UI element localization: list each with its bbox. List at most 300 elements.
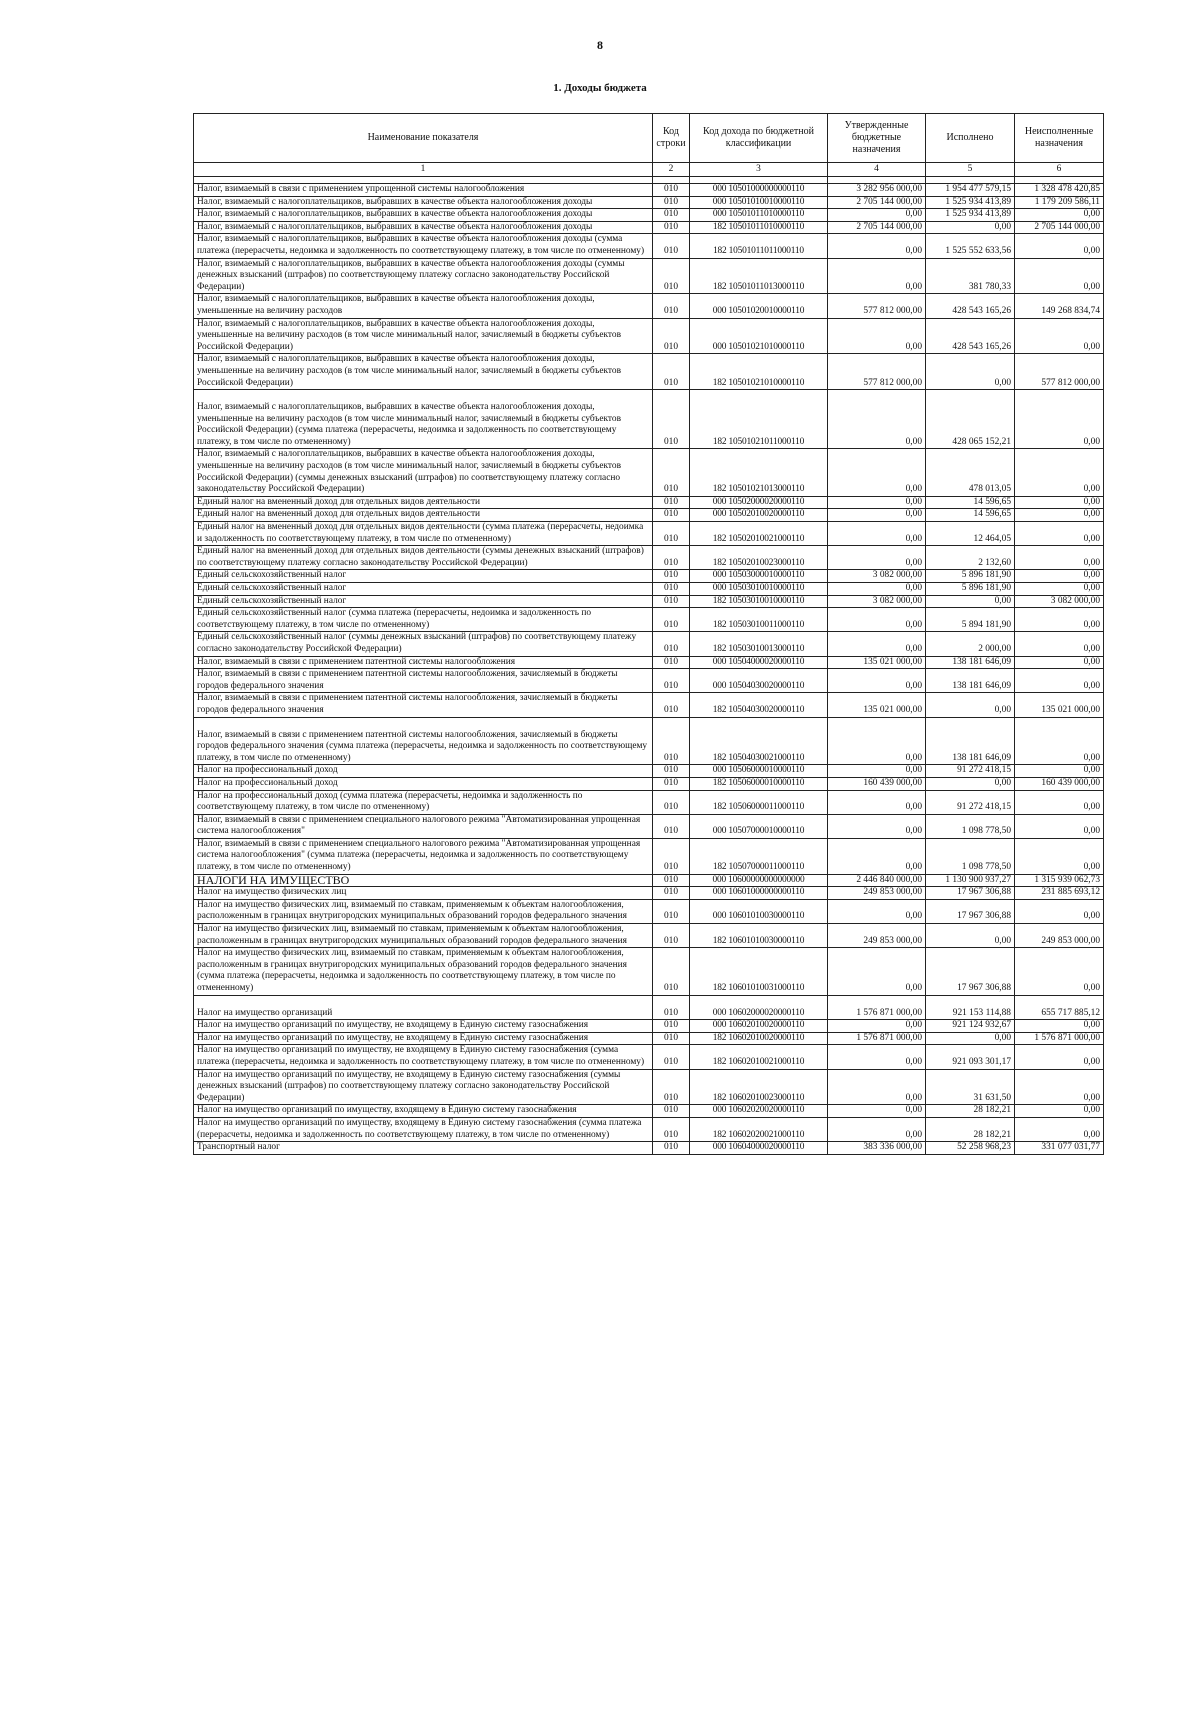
row-name: Единый сельскохозяйственный налог (суммы денежных взысканий (штрафов) по соответствующему платежу согласно законодательству Российской Федерации) (194, 632, 653, 656)
row-approved: 1 576 871 000,00 (828, 995, 926, 1020)
table-row (194, 570, 1104, 583)
row-unexecuted: 0,00 (1015, 583, 1104, 596)
table-row (194, 814, 1104, 838)
row-revenue-code: 182 10501011013000110 (690, 258, 828, 294)
row-revenue-code: 182 10506000011000110 (690, 790, 828, 814)
row-approved: 0,00 (828, 390, 926, 449)
row-revenue-code: 000 10602000020000110 (690, 995, 828, 1020)
row-executed: 5 894 181,90 (926, 608, 1015, 632)
row-name: Транспортный налог (194, 1142, 653, 1155)
header-approved: Утвержденные бюджетные назначения (828, 114, 926, 163)
row-executed: 381 780,33 (926, 258, 1015, 294)
row-line-code: 010 (653, 196, 690, 209)
row-unexecuted: 0,00 (1015, 838, 1104, 874)
row-line-code: 010 (653, 924, 690, 948)
row-revenue-code: 000 10501011010000110 (690, 209, 828, 222)
row-line-code: 010 (653, 765, 690, 778)
row-line-code: 010 (653, 777, 690, 790)
section-title: 1. Доходы бюджета (553, 82, 647, 94)
row-unexecuted: 1 315 939 062,73 (1015, 874, 1104, 887)
row-name: Единый сельскохозяйственный налог (сумма платежа (перерасчеты, недоимка и задолженность по соответствующему платежу, в том числе по отмененному) (194, 608, 653, 632)
row-approved: 0,00 (828, 318, 926, 354)
row-executed: 0,00 (926, 221, 1015, 234)
row-unexecuted: 149 268 834,74 (1015, 294, 1104, 318)
row-line-code: 010 (653, 221, 690, 234)
row-revenue-code: 000 10601000000000110 (690, 887, 828, 900)
row-unexecuted: 0,00 (1015, 318, 1104, 354)
row-unexecuted: 160 439 000,00 (1015, 777, 1104, 790)
row-name: Налог на имущество физических лиц (194, 887, 653, 900)
row-unexecuted: 1 179 209 586,11 (1015, 196, 1104, 209)
table-row (194, 496, 1104, 509)
row-revenue-code: 182 10504030021000110 (690, 717, 828, 765)
row-approved: 0,00 (828, 608, 926, 632)
row-revenue-code: 182 10602010023000110 (690, 1069, 828, 1105)
row-line-code: 010 (653, 570, 690, 583)
row-revenue-code: 182 10504030020000110 (690, 693, 828, 717)
row-revenue-code: 182 10502010021000110 (690, 522, 828, 546)
row-name: Налог на имущество физических лиц, взимаемый по ставкам, применяемым к объектам налогообложения, расположенным в границах внутригородских муниципальных образований городов федерального значения (194, 924, 653, 948)
row-line-code: 010 (653, 838, 690, 874)
row-line-code: 010 (653, 294, 690, 318)
row-executed: 14 596,65 (926, 496, 1015, 509)
table-row (194, 221, 1104, 234)
row-unexecuted: 3 082 000,00 (1015, 595, 1104, 608)
row-unexecuted: 0,00 (1015, 765, 1104, 778)
row-approved: 0,00 (828, 1020, 926, 1033)
row-executed: 478 013,05 (926, 449, 1015, 496)
row-unexecuted: 135 021 000,00 (1015, 693, 1104, 717)
row-approved: 0,00 (828, 583, 926, 596)
row-line-code: 010 (653, 258, 690, 294)
table-row (194, 449, 1104, 496)
row-name: Налог, взимаемый в связи с применением специального налогового режима "Автоматизированная упрощенная система налогообложения" (сумма платежа (перерасчеты, недоимка и задолженность по соответствующему платежу, в том числе по отмененному) (194, 838, 653, 874)
table-row (194, 899, 1104, 923)
table-row (194, 209, 1104, 222)
row-revenue-code: 000 10503000010000110 (690, 570, 828, 583)
row-line-code: 010 (653, 608, 690, 632)
row-revenue-code: 000 10503010010000110 (690, 583, 828, 596)
row-revenue-code: 000 10504000020000110 (690, 656, 828, 669)
row-line-code: 010 (653, 1032, 690, 1045)
row-executed: 91 272 418,15 (926, 790, 1015, 814)
row-line-code: 010 (653, 874, 690, 887)
row-executed: 138 181 646,09 (926, 717, 1015, 765)
row-approved: 0,00 (828, 717, 926, 765)
table-row (194, 790, 1104, 814)
row-line-code: 010 (653, 887, 690, 900)
row-executed: 28 182,21 (926, 1117, 1015, 1141)
row-revenue-code: 182 10501021010000110 (690, 354, 828, 390)
row-unexecuted: 0,00 (1015, 717, 1104, 765)
row-executed: 428 543 165,26 (926, 318, 1015, 354)
row-approved: 2 705 144 000,00 (828, 221, 926, 234)
column-number: 3 (690, 163, 828, 177)
row-executed: 17 967 306,88 (926, 948, 1015, 995)
row-executed: 5 896 181,90 (926, 583, 1015, 596)
table-row (194, 258, 1104, 294)
row-name: Налог на имущество организаций по имуществу, не входящему в Единую систему газоснабжения (194, 1020, 653, 1033)
row-approved: 0,00 (828, 546, 926, 570)
row-line-code: 010 (653, 656, 690, 669)
row-line-code: 010 (653, 669, 690, 693)
row-executed: 1 525 934 413,89 (926, 209, 1015, 222)
row-unexecuted: 0,00 (1015, 1020, 1104, 1033)
row-revenue-code: 182 10503010013000110 (690, 632, 828, 656)
row-executed: 921 093 301,17 (926, 1045, 1015, 1069)
row-name: Налог, взимаемый с налогоплательщиков, выбравших в качестве объекта налогообложения доходы (194, 221, 653, 234)
row-approved: 249 853 000,00 (828, 924, 926, 948)
row-executed: 91 272 418,15 (926, 765, 1015, 778)
table-row (194, 874, 1104, 887)
row-line-code: 010 (653, 899, 690, 923)
row-name: Налог на имущество организаций по имуществу, входящему в Единую систему газоснабжения (сумма платежа (перерасчеты, недоимка и задолженность по соответствующему платежу, в том числе по отмененному) (194, 1117, 653, 1141)
row-revenue-code: 182 10602010021000110 (690, 1045, 828, 1069)
row-unexecuted: 0,00 (1015, 522, 1104, 546)
row-name: Налог на имущество организаций по имуществу, входящему в Единую систему газоснабжения (194, 1105, 653, 1118)
row-executed: 1 525 552 633,56 (926, 234, 1015, 258)
row-executed: 428 065 152,21 (926, 390, 1015, 449)
row-approved: 0,00 (828, 790, 926, 814)
row-revenue-code: 182 10501021011000110 (690, 390, 828, 449)
row-approved: 0,00 (828, 669, 926, 693)
row-line-code: 010 (653, 496, 690, 509)
row-approved: 3 082 000,00 (828, 595, 926, 608)
row-line-code: 010 (653, 1069, 690, 1105)
row-executed: 428 543 165,26 (926, 294, 1015, 318)
row-executed: 0,00 (926, 1032, 1015, 1045)
row-approved: 2 446 840 000,00 (828, 874, 926, 887)
row-approved: 0,00 (828, 899, 926, 923)
row-unexecuted: 0,00 (1015, 546, 1104, 570)
row-executed: 1 130 900 937,27 (926, 874, 1015, 887)
table-row (194, 995, 1104, 1020)
row-unexecuted: 577 812 000,00 (1015, 354, 1104, 390)
row-line-code: 010 (653, 234, 690, 258)
row-line-code: 010 (653, 1020, 690, 1033)
row-approved: 0,00 (828, 522, 926, 546)
table-row (194, 234, 1104, 258)
header-executed: Исполнено (926, 114, 1015, 163)
table-row (194, 887, 1104, 900)
column-number: 1 (194, 163, 653, 177)
row-approved: 2 705 144 000,00 (828, 196, 926, 209)
row-approved: 577 812 000,00 (828, 354, 926, 390)
row-executed: 0,00 (926, 354, 1015, 390)
table-row (194, 184, 1104, 197)
table-row (194, 390, 1104, 449)
row-approved: 249 853 000,00 (828, 887, 926, 900)
table-row (194, 1142, 1104, 1155)
row-name: Налог, взимаемый в связи с применением патентной системы налогообложения, зачисляемый в бюджеты городов федерального значения (194, 693, 653, 717)
row-executed: 921 153 114,88 (926, 995, 1015, 1020)
row-approved: 0,00 (828, 1045, 926, 1069)
row-unexecuted: 0,00 (1015, 948, 1104, 995)
table-row (194, 354, 1104, 390)
row-name: Единый сельскохозяйственный налог (194, 583, 653, 596)
row-name: Налог, взимаемый с налогоплательщиков, выбравших в качестве объекта налогообложения доходы (сумма платежа (перерасчеты, недоимка и задолженность по соответствующему платежу, в том числе по отмененному) (194, 234, 653, 258)
table-row (194, 583, 1104, 596)
row-executed: 921 124 932,67 (926, 1020, 1015, 1033)
row-name: Налог, взимаемый с налогоплательщиков, выбравших в качестве объекта налогообложения доходы (194, 196, 653, 209)
row-executed: 0,00 (926, 595, 1015, 608)
table-row (194, 656, 1104, 669)
row-executed: 1 954 477 579,15 (926, 184, 1015, 197)
row-approved: 0,00 (828, 258, 926, 294)
table-row (194, 1045, 1104, 1069)
row-revenue-code: 000 10604000020000110 (690, 1142, 828, 1155)
column-number-row (194, 163, 1104, 177)
column-number: 5 (926, 163, 1015, 177)
row-unexecuted: 249 853 000,00 (1015, 924, 1104, 948)
row-name: Единый сельскохозяйственный налог (194, 595, 653, 608)
row-revenue-code: 182 10601010031000110 (690, 948, 828, 995)
row-revenue-code: 000 10507000010000110 (690, 814, 828, 838)
row-line-code: 010 (653, 546, 690, 570)
row-approved: 0,00 (828, 632, 926, 656)
header-line-code: Код строки (653, 114, 690, 163)
column-number: 6 (1015, 163, 1104, 177)
row-name: Налог на имущество физических лиц, взимаемый по ставкам, применяемым к объектам налогообложения, расположенным в границах внутригородских муниципальных образований городов федерального значения (сумма платежа (перерасчеты, недоимка и задолженность по соответствующему платежу, в том числе по отмененному) (194, 948, 653, 995)
column-number: 4 (828, 163, 926, 177)
row-approved: 160 439 000,00 (828, 777, 926, 790)
row-revenue-code: 000 10506000010000110 (690, 765, 828, 778)
table-row (194, 1032, 1104, 1045)
row-unexecuted: 655 717 885,12 (1015, 995, 1104, 1020)
row-line-code: 010 (653, 1117, 690, 1141)
row-approved: 0,00 (828, 449, 926, 496)
row-revenue-code: 000 10601010030000110 (690, 899, 828, 923)
row-revenue-code: 000 10501021010000110 (690, 318, 828, 354)
row-line-code: 010 (653, 354, 690, 390)
row-revenue-code: 000 10504030020000110 (690, 669, 828, 693)
row-name: Налог, взимаемый с налогоплательщиков, выбравших в качестве объекта налогообложения доходы, уменьшенные на величину расходов (в том числе минимальный налог, зачисляемый в бюджеты субъектов Российской Федерации) (сумма платежа (перерасчеты, недоимка и задолженность по соответствующему платежу, в том числе по отмененному) (194, 390, 653, 449)
row-approved: 3 282 956 000,00 (828, 184, 926, 197)
row-name: Налог, взимаемый в связи с применением специального налогового режима "Автоматизированная упрощенная система налогообложения" (194, 814, 653, 838)
row-name: Единый сельскохозяйственный налог (194, 570, 653, 583)
row-line-code: 010 (653, 595, 690, 608)
row-revenue-code: 000 10602010020000110 (690, 1020, 828, 1033)
row-unexecuted: 231 885 693,12 (1015, 887, 1104, 900)
row-line-code: 010 (653, 814, 690, 838)
row-approved: 0,00 (828, 209, 926, 222)
row-name: Налог на имущество физических лиц, взимаемый по ставкам, применяемым к объектам налогообложения, расположенным в границах внутригородских муниципальных образований городов федерального значения (194, 899, 653, 923)
row-approved: 0,00 (828, 1117, 926, 1141)
row-line-code: 010 (653, 1142, 690, 1155)
row-unexecuted: 0,00 (1015, 1117, 1104, 1141)
row-revenue-code: 182 10602020021000110 (690, 1117, 828, 1141)
row-executed: 1 098 778,50 (926, 814, 1015, 838)
row-name: Налог, взимаемый в связи с применением патентной системы налогообложения, зачисляемый в бюджеты городов федерального значения (сумма платежа (перерасчеты, недоимка и задолженность по соответствующему платежу, в том числе по отмененному) (194, 717, 653, 765)
row-name: НАЛОГИ НА ИМУЩЕСТВО (194, 874, 653, 887)
row-approved: 0,00 (828, 948, 926, 995)
column-number: 2 (653, 163, 690, 177)
row-name: Налог на профессиональный доход (194, 777, 653, 790)
table-row (194, 1020, 1104, 1033)
header-name: Наименование показателя (194, 114, 653, 163)
row-revenue-code: 182 10507000011000110 (690, 838, 828, 874)
table-row (194, 632, 1104, 656)
row-revenue-code: 182 10501011011000110 (690, 234, 828, 258)
row-name: Налог, взимаемый в связи с применением патентной системы налогообложения (194, 656, 653, 669)
table-row (194, 318, 1104, 354)
row-revenue-code: 000 10502010020000110 (690, 509, 828, 522)
row-unexecuted: 1 328 478 420,85 (1015, 184, 1104, 197)
row-approved: 577 812 000,00 (828, 294, 926, 318)
row-executed: 31 631,50 (926, 1069, 1015, 1105)
row-revenue-code: 182 10602010020000110 (690, 1032, 828, 1045)
row-approved: 0,00 (828, 814, 926, 838)
row-line-code: 010 (653, 948, 690, 995)
row-executed: 138 181 646,09 (926, 656, 1015, 669)
row-line-code: 010 (653, 790, 690, 814)
table-row (194, 1117, 1104, 1141)
row-line-code: 010 (653, 583, 690, 596)
page-number: 8 (597, 38, 603, 52)
row-revenue-code: 000 10502000020000110 (690, 496, 828, 509)
row-name: Налог, взимаемый в связи с применением патентной системы налогообложения, зачисляемый в бюджеты городов федерального значения (194, 669, 653, 693)
table-header-row (194, 114, 1104, 163)
table-row (194, 294, 1104, 318)
row-name: Налог, взимаемый в связи с применением упрощенной системы налогообложения (194, 184, 653, 197)
row-name: Единый налог на вмененный доход для отдельных видов деятельности (194, 496, 653, 509)
row-executed: 17 967 306,88 (926, 899, 1015, 923)
row-revenue-code: 182 10601010030000110 (690, 924, 828, 948)
row-unexecuted: 0,00 (1015, 234, 1104, 258)
row-revenue-code: 000 10600000000000000 (690, 874, 828, 887)
row-name: Налог на имущество организаций по имуществу, не входящему в Единую систему газоснабжения (194, 1032, 653, 1045)
row-name: Налог на профессиональный доход (194, 765, 653, 778)
row-executed: 1 525 934 413,89 (926, 196, 1015, 209)
row-name: Налог, взимаемый с налогоплательщиков, выбравших в качестве объекта налогообложения доходы, уменьшенные на величину расходов (в том числе минимальный налог, зачисляемый в бюджеты субъектов Российской Федерации) (194, 318, 653, 354)
row-unexecuted: 0,00 (1015, 496, 1104, 509)
row-name: Налог, взимаемый с налогоплательщиков, выбравших в качестве объекта налогообложения доходы (суммы денежных взысканий (штрафов) по соответствующему платежу согласно законодательству Российской Федерации) (194, 258, 653, 294)
row-unexecuted: 0,00 (1015, 608, 1104, 632)
table-row (194, 693, 1104, 717)
row-executed: 0,00 (926, 924, 1015, 948)
row-line-code: 010 (653, 449, 690, 496)
row-approved: 135 021 000,00 (828, 656, 926, 669)
table-row (194, 838, 1104, 874)
row-approved: 0,00 (828, 496, 926, 509)
row-unexecuted: 0,00 (1015, 1105, 1104, 1118)
header-revenue-code: Код дохода по бюджетной классификации (690, 114, 828, 163)
row-unexecuted: 0,00 (1015, 669, 1104, 693)
row-revenue-code: 182 10502010023000110 (690, 546, 828, 570)
row-approved: 1 576 871 000,00 (828, 1032, 926, 1045)
row-approved: 0,00 (828, 1069, 926, 1105)
row-executed: 2 132,60 (926, 546, 1015, 570)
row-revenue-code: 000 10501020010000110 (690, 294, 828, 318)
row-name: Единый налог на вмененный доход для отдельных видов деятельности (194, 509, 653, 522)
row-revenue-code: 000 10501000000000110 (690, 184, 828, 197)
row-approved: 383 336 000,00 (828, 1142, 926, 1155)
row-unexecuted: 0,00 (1015, 790, 1104, 814)
table-row (194, 522, 1104, 546)
row-name: Налог, взимаемый с налогоплательщиков, выбравших в качестве объекта налогообложения доходы, уменьшенные на величину расходов (в том числе минимальный налог, зачисляемый в бюджеты субъектов Российской Федерации) (суммы денежных взысканий (штрафов) по соответствующему платежу согласно законодательству Российской Федерации) (194, 449, 653, 496)
row-executed: 5 896 181,90 (926, 570, 1015, 583)
row-approved: 3 082 000,00 (828, 570, 926, 583)
row-line-code: 010 (653, 995, 690, 1020)
row-unexecuted: 0,00 (1015, 899, 1104, 923)
row-executed: 12 464,05 (926, 522, 1015, 546)
revenue-table (193, 113, 1104, 1155)
row-line-code: 010 (653, 209, 690, 222)
table-row (194, 546, 1104, 570)
row-executed: 0,00 (926, 777, 1015, 790)
row-executed: 52 258 968,23 (926, 1142, 1015, 1155)
row-revenue-code: 000 10602020020000110 (690, 1105, 828, 1118)
table-row (194, 669, 1104, 693)
row-executed: 138 181 646,09 (926, 669, 1015, 693)
row-revenue-code: 000 10501010010000110 (690, 196, 828, 209)
table-row (194, 509, 1104, 522)
row-approved: 0,00 (828, 234, 926, 258)
table-row (194, 717, 1104, 765)
row-executed: 0,00 (926, 693, 1015, 717)
row-approved: 135 021 000,00 (828, 693, 926, 717)
row-line-code: 010 (653, 1045, 690, 1069)
header-unexecuted: Неисполненные назначения (1015, 114, 1104, 163)
row-name: Единый налог на вмененный доход для отдельных видов деятельности (суммы денежных взысканий (штрафов) по соответствующему платежу согласно законодательству Российской Федерации) (194, 546, 653, 570)
row-line-code: 010 (653, 717, 690, 765)
row-revenue-code: 182 10503010010000110 (690, 595, 828, 608)
row-unexecuted: 1 576 871 000,00 (1015, 1032, 1104, 1045)
table-row (194, 924, 1104, 948)
row-revenue-code: 182 10501011010000110 (690, 221, 828, 234)
row-approved: 0,00 (828, 509, 926, 522)
row-unexecuted: 0,00 (1015, 449, 1104, 496)
row-unexecuted: 0,00 (1015, 656, 1104, 669)
row-unexecuted: 0,00 (1015, 1045, 1104, 1069)
row-name: Налог на имущество организаций по имуществу, не входящему в Единую систему газоснабжения (сумма платежа (перерасчеты, недоимка и задолженность по соответствующему платежу, в том числе по отмененному) (194, 1045, 653, 1069)
table-row (194, 765, 1104, 778)
spacer-row (194, 177, 1104, 184)
table-row (194, 777, 1104, 790)
row-line-code: 010 (653, 318, 690, 354)
row-unexecuted: 0,00 (1015, 509, 1104, 522)
row-line-code: 010 (653, 693, 690, 717)
row-executed: 28 182,21 (926, 1105, 1015, 1118)
table-row (194, 608, 1104, 632)
row-unexecuted: 0,00 (1015, 814, 1104, 838)
row-name: Налог, взимаемый с налогоплательщиков, выбравших в качестве объекта налогообложения доходы, уменьшенные на величину расходов (в том числе минимальный налог, зачисляемый в бюджеты субъектов Российской Федерации) (194, 354, 653, 390)
row-unexecuted: 0,00 (1015, 632, 1104, 656)
row-unexecuted: 0,00 (1015, 1069, 1104, 1105)
row-executed: 14 596,65 (926, 509, 1015, 522)
row-executed: 17 967 306,88 (926, 887, 1015, 900)
row-name: Единый налог на вмененный доход для отдельных видов деятельности (сумма платежа (перерасчеты, недоимка и задолженность по соответствующему платежу, в том числе по отмененному) (194, 522, 653, 546)
row-revenue-code: 182 10503010011000110 (690, 608, 828, 632)
table-row (194, 1069, 1104, 1105)
row-approved: 0,00 (828, 838, 926, 874)
row-line-code: 010 (653, 509, 690, 522)
row-revenue-code: 182 10506000010000110 (690, 777, 828, 790)
row-unexecuted: 0,00 (1015, 258, 1104, 294)
row-name: Налог на имущество организаций по имуществу, не входящему в Единую систему газоснабжения (суммы денежных взысканий (штрафов) по соответствующему платежу согласно законодательству Российской Федерации) (194, 1069, 653, 1105)
row-executed: 2 000,00 (926, 632, 1015, 656)
table-body (194, 184, 1104, 1155)
table-row (194, 595, 1104, 608)
row-name: Налог на имущество организаций (194, 995, 653, 1020)
table-row (194, 948, 1104, 995)
row-unexecuted: 2 705 144 000,00 (1015, 221, 1104, 234)
row-approved: 0,00 (828, 1105, 926, 1118)
row-unexecuted: 0,00 (1015, 390, 1104, 449)
row-name: Налог, взимаемый с налогоплательщиков, выбравших в качестве объекта налогообложения доходы, уменьшенные на величину расходов (194, 294, 653, 318)
row-name: Налог, взимаемый с налогоплательщиков, выбравших в качестве объекта налогообложения доходы (194, 209, 653, 222)
row-unexecuted: 0,00 (1015, 570, 1104, 583)
